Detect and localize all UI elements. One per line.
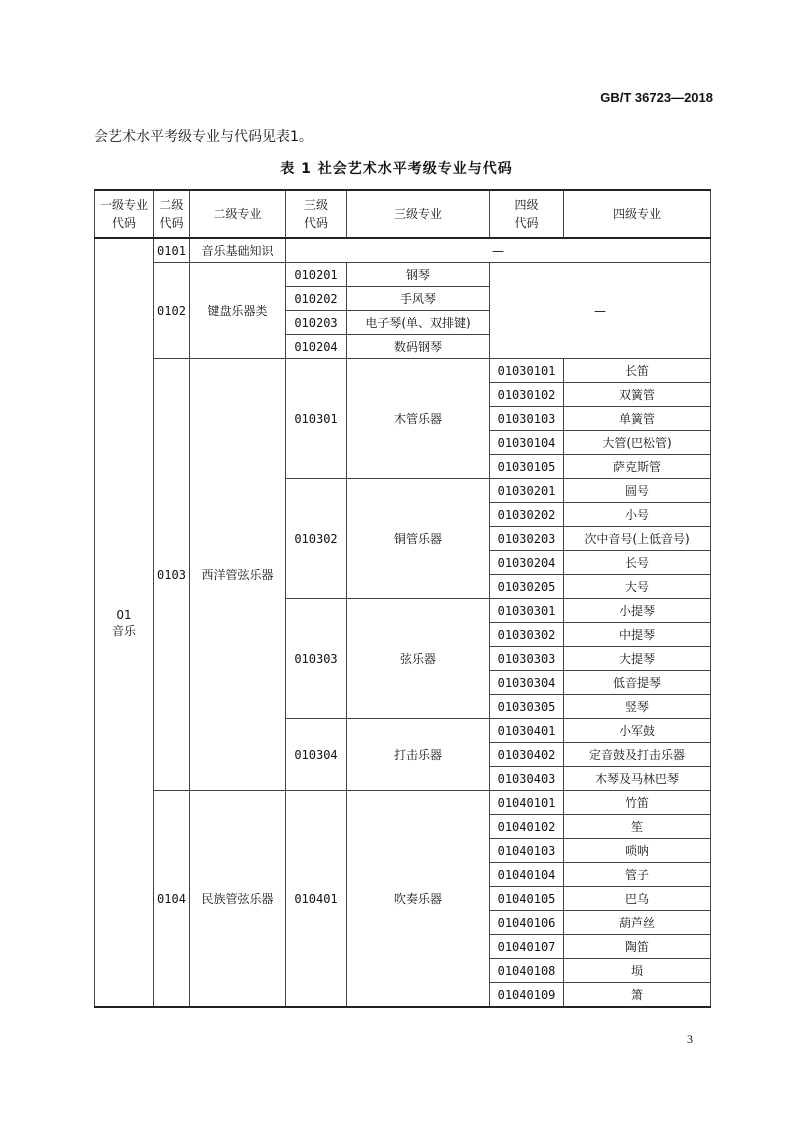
level4-major-cell: 双簧管 [564, 383, 711, 407]
level2-major-cell: 民族管弦乐器 [190, 791, 286, 1008]
level4-code-cell: 01030304 [490, 671, 564, 695]
level4-major-cell: 小号 [564, 503, 711, 527]
level4-code-cell: 01040105 [490, 887, 564, 911]
level3-code-cell: 010203 [286, 311, 347, 335]
level3-major-header: 三级专业 [347, 190, 490, 238]
level4-code-cell: 01040109 [490, 983, 564, 1008]
level3-code-cell: 010201 [286, 263, 347, 287]
table-row [95, 359, 711, 383]
level3-major-cell: 打击乐器 [347, 719, 490, 791]
level4-code-cell: 01040103 [490, 839, 564, 863]
level1-cell: 01 音乐 [95, 238, 154, 1007]
level4-major-cell: 单簧管 [564, 407, 711, 431]
level4-code-cell: 01040106 [490, 911, 564, 935]
level4-major-header: 四级专业 [564, 190, 711, 238]
level4-code-cell: 01040108 [490, 959, 564, 983]
table-row [95, 791, 711, 815]
level3-code-cell: 010204 [286, 335, 347, 359]
level3-code-header: 三级 代码 [286, 190, 347, 238]
level4-major-cell: 大提琴 [564, 647, 711, 671]
level2-code-cell: 0103 [154, 359, 190, 791]
level4-major-cell: 大管(巴松管) [564, 431, 711, 455]
level4-code-cell: 01030205 [490, 575, 564, 599]
level3-code-cell: 010302 [286, 479, 347, 599]
level4-code-cell: 01030105 [490, 455, 564, 479]
level4-major-cell: 中提琴 [564, 623, 711, 647]
level4-code-cell: 01030104 [490, 431, 564, 455]
level3-major-cell: 木管乐器 [347, 359, 490, 479]
level4-code-cell: 01030103 [490, 407, 564, 431]
level3-major-cell: 钢琴 [347, 263, 490, 287]
empty-dash-cell: — [490, 263, 711, 359]
level3-major-cell: 数码钢琴 [347, 335, 490, 359]
level4-major-cell: 陶笛 [564, 935, 711, 959]
level4-code-cell: 01040101 [490, 791, 564, 815]
level4-major-cell: 小军鼓 [564, 719, 711, 743]
level3-code-cell: 010304 [286, 719, 347, 791]
level4-code-header: 四级 代码 [490, 190, 564, 238]
level3-code-cell: 010401 [286, 791, 347, 1008]
level4-major-cell: 埙 [564, 959, 711, 983]
level4-major-cell: 竹笛 [564, 791, 711, 815]
level4-code-cell: 01030301 [490, 599, 564, 623]
level3-major-cell: 铜管乐器 [347, 479, 490, 599]
level4-major-cell: 葫芦丝 [564, 911, 711, 935]
level4-code-cell: 01040107 [490, 935, 564, 959]
level3-code-cell: 010303 [286, 599, 347, 719]
level4-major-cell: 低音提琴 [564, 671, 711, 695]
level4-major-cell: 长号 [564, 551, 711, 575]
intro-paragraph: 会艺术水平考级专业与代码见表1。 [94, 129, 313, 145]
level2-code-cell: 0101 [154, 238, 190, 263]
level3-major-cell: 弦乐器 [347, 599, 490, 719]
level4-code-cell: 01030202 [490, 503, 564, 527]
level2-code-cell: 0102 [154, 263, 190, 359]
standard-number: GB/T 36723—2018 [600, 90, 713, 105]
empty-dash-cell: — [286, 238, 711, 263]
level2-code-header: 二级 代码 [154, 190, 190, 238]
level4-major-cell: 长笛 [564, 359, 711, 383]
major-code-table [94, 189, 711, 1008]
level4-code-cell: 01030204 [490, 551, 564, 575]
level4-major-cell: 管子 [564, 863, 711, 887]
table-row [95, 238, 711, 263]
level4-major-cell: 萨克斯管 [564, 455, 711, 479]
level4-code-cell: 01030402 [490, 743, 564, 767]
level4-code-cell: 01030101 [490, 359, 564, 383]
level4-major-cell: 小提琴 [564, 599, 711, 623]
table-header-row [95, 190, 711, 238]
level1-code-header: 一级专业 代码 [95, 190, 154, 238]
level4-major-cell: 唢呐 [564, 839, 711, 863]
level4-major-cell: 次中音号(上低音号) [564, 527, 711, 551]
level4-major-cell: 巴乌 [564, 887, 711, 911]
level4-code-cell: 01030302 [490, 623, 564, 647]
level2-major-cell: 音乐基础知识 [190, 238, 286, 263]
level3-major-cell: 手风琴 [347, 287, 490, 311]
level4-major-cell: 笙 [564, 815, 711, 839]
level4-code-cell: 01030203 [490, 527, 564, 551]
level3-major-cell: 吹奏乐器 [347, 791, 490, 1008]
table-caption: 表 1 社会艺术水平考级专业与代码 [280, 161, 513, 177]
level4-major-cell: 定音鼓及打击乐器 [564, 743, 711, 767]
table-body [95, 190, 711, 1007]
level4-major-cell: 圆号 [564, 479, 711, 503]
level2-major-cell: 西洋管弦乐器 [190, 359, 286, 791]
level4-code-cell: 01030102 [490, 383, 564, 407]
level4-code-cell: 01040104 [490, 863, 564, 887]
level4-major-cell: 箫 [564, 983, 711, 1008]
level3-code-cell: 010202 [286, 287, 347, 311]
level4-code-cell: 01030201 [490, 479, 564, 503]
level2-code-cell: 0104 [154, 791, 190, 1008]
level2-major-header: 二级专业 [190, 190, 286, 238]
level4-code-cell: 01030403 [490, 767, 564, 791]
level4-code-cell: 01040102 [490, 815, 564, 839]
level4-code-cell: 01030401 [490, 719, 564, 743]
level4-code-cell: 01030305 [490, 695, 564, 719]
level3-code-cell: 010301 [286, 359, 347, 479]
level4-major-cell: 竖琴 [564, 695, 711, 719]
level4-major-cell: 木琴及马林巴琴 [564, 767, 711, 791]
page-number: 3 [687, 1032, 693, 1046]
table-row [95, 263, 711, 287]
level3-major-cell: 电子琴(单、双排键) [347, 311, 490, 335]
level2-major-cell: 键盘乐器类 [190, 263, 286, 359]
level4-major-cell: 大号 [564, 575, 711, 599]
level4-code-cell: 01030303 [490, 647, 564, 671]
